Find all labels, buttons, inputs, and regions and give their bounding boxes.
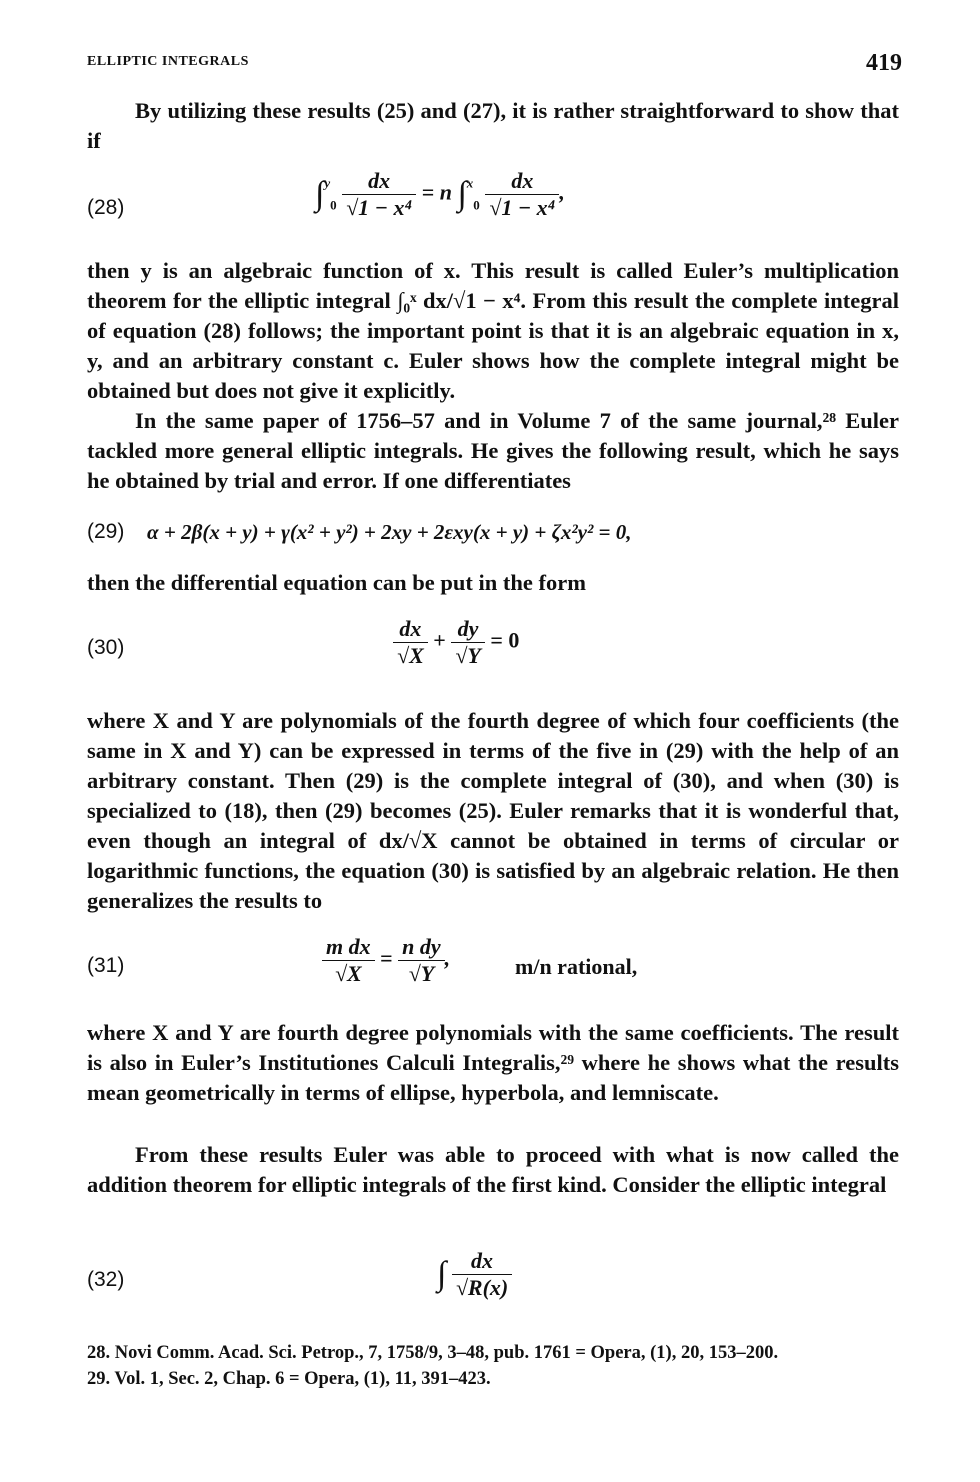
numerator: dx bbox=[485, 168, 559, 195]
equals-n: = n bbox=[421, 179, 452, 205]
integral-upper-limit: x bbox=[466, 175, 474, 191]
integral-sign: ∫ bbox=[457, 175, 467, 213]
integral-lower-limit: 0 bbox=[330, 197, 337, 213]
numerator: dx bbox=[452, 1248, 512, 1275]
integral-sign: ∫ bbox=[315, 175, 325, 213]
equation-body bbox=[437, 1248, 512, 1301]
equation-number: (31) bbox=[87, 954, 125, 977]
equation-31 bbox=[87, 934, 899, 1006]
paragraph: From these results Euler was able to proceed with what is now called the addition theorem for elliptic integrals of the first kind. Consider the elliptic integral bbox=[87, 1142, 899, 1197]
integral-sign: ∫ bbox=[437, 1255, 447, 1293]
equation-body bbox=[393, 616, 519, 669]
plus-sign: + bbox=[433, 627, 446, 653]
fraction bbox=[342, 168, 416, 221]
paragraph: then y is an algebraic function of x. This result is called Euler’s multiplication theorem for the elliptic integral ∫₀ˣ dx/√1 − x⁴. From this result the complete integral of equation (28) follows; the important point is that it is an algebraic equation in x, y, and an arbitrary constant c. Euler shows how the complete integral might be obtained but does not give it explicitly. bbox=[87, 258, 899, 403]
equation-28 bbox=[87, 168, 899, 244]
equation-number: (30) bbox=[87, 636, 125, 659]
numerator: dx bbox=[342, 168, 416, 195]
paragraph: By utilizing these results (25) and (27), it is rather straightforward to show that if bbox=[87, 98, 899, 153]
paragraph: where X and Y are fourth degree polynomials with the same coefficients. The result is also in Euler’s Institutiones Calculi Integralis,²⁹ where he shows what the results mean geometrically in terms of ellipse, hyperbola, and lemniscate. bbox=[87, 1020, 899, 1105]
page-number: 419 bbox=[866, 50, 902, 76]
equation-body bbox=[315, 168, 565, 221]
equation-29 bbox=[87, 516, 899, 556]
trailing-punctuation: , bbox=[559, 179, 565, 205]
equation-30 bbox=[87, 616, 899, 688]
equation-number: (32) bbox=[87, 1268, 125, 1291]
equation-number: (29) bbox=[87, 520, 125, 543]
fraction bbox=[451, 616, 485, 669]
paragraph: where X and Y are polynomials of the fourth degree of which four coefficients (the same in X and Y) can be expressed in terms of the five in (29) with the help of an arbitrary constant. Then (29) is the complete integral of (30), and when (30) is specialized to (18), then (29) becomes (25). Euler remarks that it is wonderful that, even though an integral of dx/√X cannot be obtained in terms of circular or logarithmic functions, the equation (30) is satisfied by an algebraic relation. He then generalizes the results to bbox=[87, 708, 899, 913]
numerator: dy bbox=[451, 616, 485, 643]
denominator: √X bbox=[334, 961, 362, 986]
running-head: ELLIPTIC INTEGRALS bbox=[87, 54, 249, 69]
fraction bbox=[322, 934, 375, 987]
numerator: dx bbox=[393, 616, 428, 643]
equation-32 bbox=[87, 1248, 899, 1320]
denominator: √Y bbox=[455, 643, 481, 668]
equation-body bbox=[322, 934, 450, 987]
trailing-punctuation: , bbox=[444, 945, 451, 971]
numerator: m dx bbox=[322, 934, 375, 961]
denominator: √Y bbox=[408, 961, 435, 986]
denominator: √1 − x⁴ bbox=[489, 195, 556, 220]
fraction bbox=[485, 168, 559, 221]
integral-lower-limit: 0 bbox=[473, 197, 480, 213]
fraction bbox=[452, 1248, 512, 1301]
right-hand-side: = 0 bbox=[490, 627, 520, 653]
equation-condition: m/n rational, bbox=[515, 954, 638, 979]
footnote: 28. Novi Comm. Acad. Sci. Petrop., 7, 1758/9, 3–48, pub. 1761 = Opera, (1), 20, 153–200. bbox=[87, 1343, 779, 1363]
denominator: √R(x) bbox=[455, 1275, 509, 1300]
equation-number: (28) bbox=[87, 196, 125, 219]
fraction bbox=[393, 616, 428, 669]
paragraph: then the differential equation can be put in the form bbox=[87, 570, 586, 595]
denominator: √X bbox=[397, 643, 424, 668]
equation-body: α + 2β(x + y) + γ(x² + y²) + 2xy + 2εxy(x + y) + ζx²y² = 0, bbox=[147, 520, 632, 544]
integral-upper-limit: y bbox=[324, 175, 331, 191]
page-header bbox=[87, 50, 902, 84]
denominator: √1 − x⁴ bbox=[346, 195, 413, 220]
equals-sign: = bbox=[380, 945, 393, 971]
footnote: 29. Vol. 1, Sec. 2, Chap. 6 = Opera, (1), 11, 391–423. bbox=[87, 1369, 491, 1389]
numerator: n dy bbox=[398, 934, 445, 961]
footnotes bbox=[87, 1340, 899, 1392]
paragraph: In the same paper of 1756–57 and in Volume 7 of the same journal,²⁸ Euler tackled more general elliptic integrals. He gives the following result, which he says he obtained by trial and error. If one differentiates bbox=[87, 408, 899, 493]
fraction bbox=[398, 934, 445, 987]
